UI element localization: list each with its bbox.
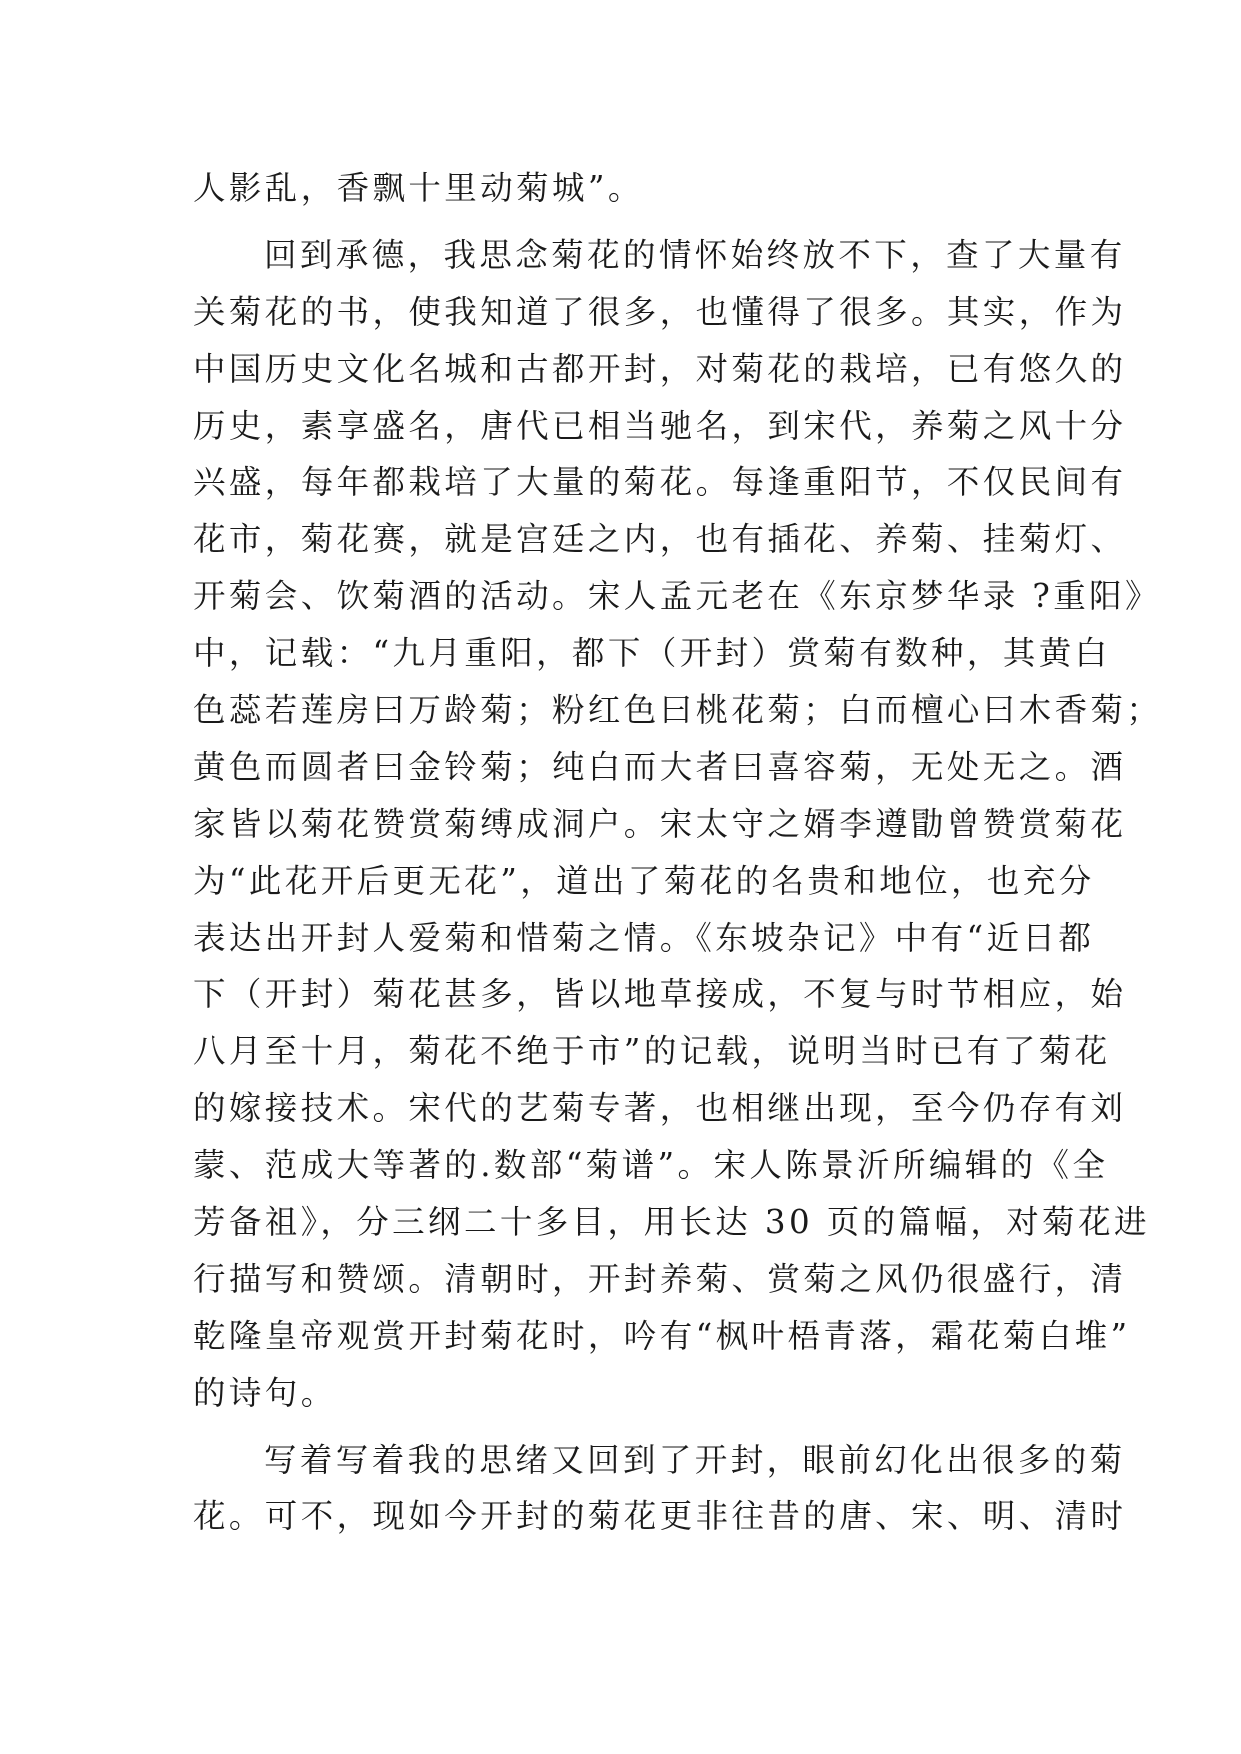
text-line: 的嫁接技术。宋代的艺菊专著，也相继出现，至今仍存有刘: [193, 1089, 1127, 1128]
paragraph: [193, 1432, 1127, 1546]
text-line: 开菊会、饮菊酒的活动。宋人孟元老在《东京梦华录 ?重阳》: [193, 577, 1161, 616]
text-line: 芳备祖》，分三纲二十多目，用长达 30 页的篇幅，对菊花进: [193, 1203, 1150, 1242]
paragraph-gap: [193, 1422, 1073, 1432]
text-line: 行描写和赞颂。清朝时，开封养菊、赏菊之风仍很盛行，清: [193, 1259, 1127, 1298]
text-line: 中国历史文化名城和古都开封，对菊花的栽培，已有悠久的: [193, 349, 1127, 388]
paragraph-gap: [193, 217, 1073, 227]
text-line: 黄色而圆者曰金铃菊；纯白而大者曰喜容菊，无处无之。酒: [193, 747, 1127, 786]
text-line: 表达出开封人爱菊和惜菊之情。《东坡杂记》中有“近日都: [193, 918, 1095, 957]
text-line: 花市，菊花赛，就是宫廷之内，也有插花、养菊、挂菊灯、: [193, 520, 1127, 559]
text-line: 花。可不，现如今开封的菊花更非往昔的唐、宋、明、清时: [193, 1497, 1127, 1536]
text-line: 下（开封）菊花甚多，皆以地草接成，不复与时节相应，始: [193, 975, 1127, 1014]
text-line: 为“此花开后更无花”，道出了菊花的名贵和地位，也充分: [193, 861, 1095, 900]
text-line: 家皆以菊花赞赏菊缚成洞户。宋太守之婿李遵勖曾赞赏菊花: [193, 804, 1127, 843]
text-line: 蒙、范成大等著的.数部“菊谱”。宋人陈景沂所编辑的《全: [193, 1146, 1109, 1185]
text-line: 兴盛，每年都栽培了大量的菊花。每逢重阳节，不仅民间有: [193, 463, 1127, 502]
paragraph: [193, 160, 1073, 217]
text-line: 八月至十月，菊花不绝于市”的记载，说明当时已有了菊花: [193, 1032, 1111, 1071]
text-line: 中，记载：“九月重阳，都下（开封）赏菊有数种，其黄白: [193, 634, 1111, 673]
text-line: 回到承德，我思念菊花的情怀始终放不下，查了大量有: [264, 235, 1126, 274]
text-line: 写着写着我的思绪又回到了开封，眼前幻化出很多的菊: [264, 1440, 1126, 1479]
text-line: 色蕊若莲房曰万龄菊；粉红色曰桃花菊；白而檀心曰木香菊；: [193, 691, 1163, 730]
body-text: [193, 160, 1163, 1545]
text-line: 人影乱，香飘十里动菊城”。: [193, 169, 644, 207]
paragraph: [193, 227, 1163, 1422]
text-line: 关菊花的书，使我知道了很多，也懂得了很多。其实，作为: [193, 292, 1127, 331]
text-line: 的诗句。: [193, 1373, 337, 1412]
text-line: 历史，素享盛名，唐代已相当驰名，到宋代，养菊之风十分: [193, 406, 1127, 445]
text-line: 乾隆皇帝观赏开封菊花时，吟有“枫叶梧青落，霜花菊白堆”: [193, 1316, 1131, 1355]
